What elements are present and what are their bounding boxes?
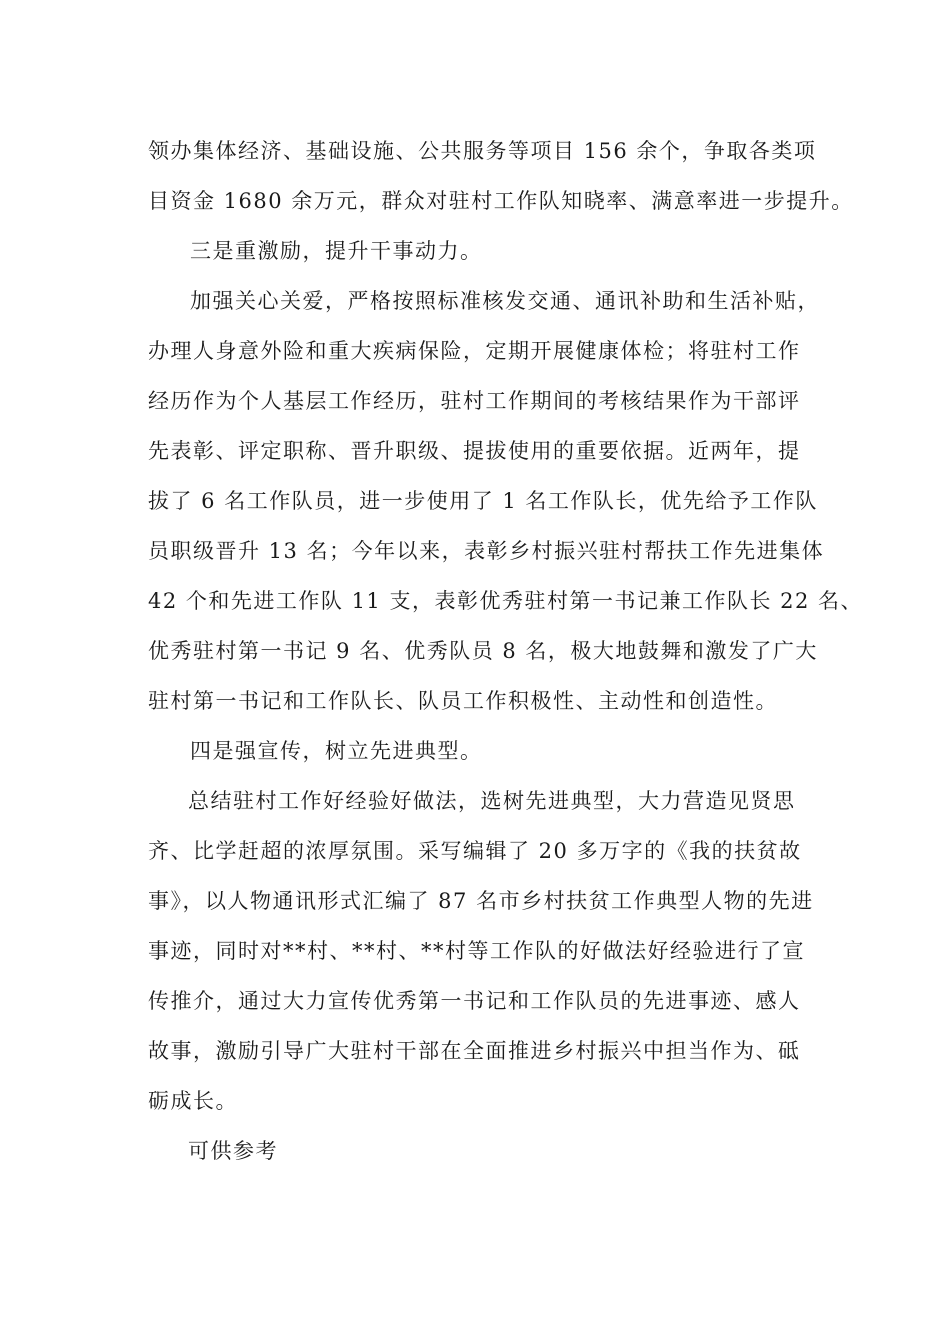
body-text-line: 事》，以人物通讯形式汇编了 87 名市乡村扶贫工作典型人物的先进 xyxy=(148,889,814,913)
body-text-line: 办理人身意外险和重大疾病保险，定期开展健康体检；将驻村工作 xyxy=(148,339,801,363)
body-text-line: 领办集体经济、基础设施、公共服务等项目 156 余个，争取各类项 xyxy=(148,139,817,163)
body-text-line: 砺成长。 xyxy=(148,1089,238,1113)
body-text-line: 优秀驻村第一书记 9 名、优秀队员 8 名，极大地鼓舞和激发了广大 xyxy=(148,639,818,663)
body-text-line: 目资金 1680 余万元，群众对驻村工作队知晓率、满意率进一步提升。 xyxy=(148,189,854,213)
body-text-line: 齐、比学赶超的浓厚氛围。采写编辑了 20 多万字的《我的扶贫故 xyxy=(148,839,802,863)
body-text-line: 故事，激励引导广大驻村干部在全面推进乡村振兴中担当作为、砥 xyxy=(148,1039,801,1063)
body-text-line: 传推介，通过大力宣传优秀第一书记和工作队员的先进事迹、感人 xyxy=(148,989,801,1013)
body-text-line: 拔了 6 名工作队员，进一步使用了 1 名工作队长，优先给予工作队 xyxy=(148,489,818,513)
section-heading: 三是重激励，提升干事动力。 xyxy=(190,239,483,263)
body-text-line: 经历作为个人基层工作经历，驻村工作期间的考核结果作为干部评 xyxy=(148,389,801,413)
body-text-line: 42 个和先进工作队 11 支，表彰优秀驻村第一书记兼工作队长 22 名、 xyxy=(148,589,864,613)
body-text-line: 驻村第一书记和工作队长、队员工作积极性、主动性和创造性。 xyxy=(148,689,778,713)
body-text-line: 加强关心关爱，严格按照标准核发交通、通讯补助和生活补贴， xyxy=(190,289,820,313)
body-text-line: 总结驻村工作好经验好做法，选树先进典型，大力营造见贤思 xyxy=(188,789,796,813)
body-text-line: 先表彰、评定职称、晋升职级、提拔使用的重要依据。近两年，提 xyxy=(148,439,801,463)
body-text-line: 事迹，同时对**村、**村、**村等工作队的好做法好经验进行了宣 xyxy=(148,939,805,963)
closing-note: 可供参考 xyxy=(188,1139,278,1163)
body-text-line: 员职级晋升 13 名；今年以来，表彰乡村振兴驻村帮扶工作先进集体 xyxy=(148,539,825,563)
section-heading: 四是强宣传，树立先进典型。 xyxy=(190,739,483,763)
